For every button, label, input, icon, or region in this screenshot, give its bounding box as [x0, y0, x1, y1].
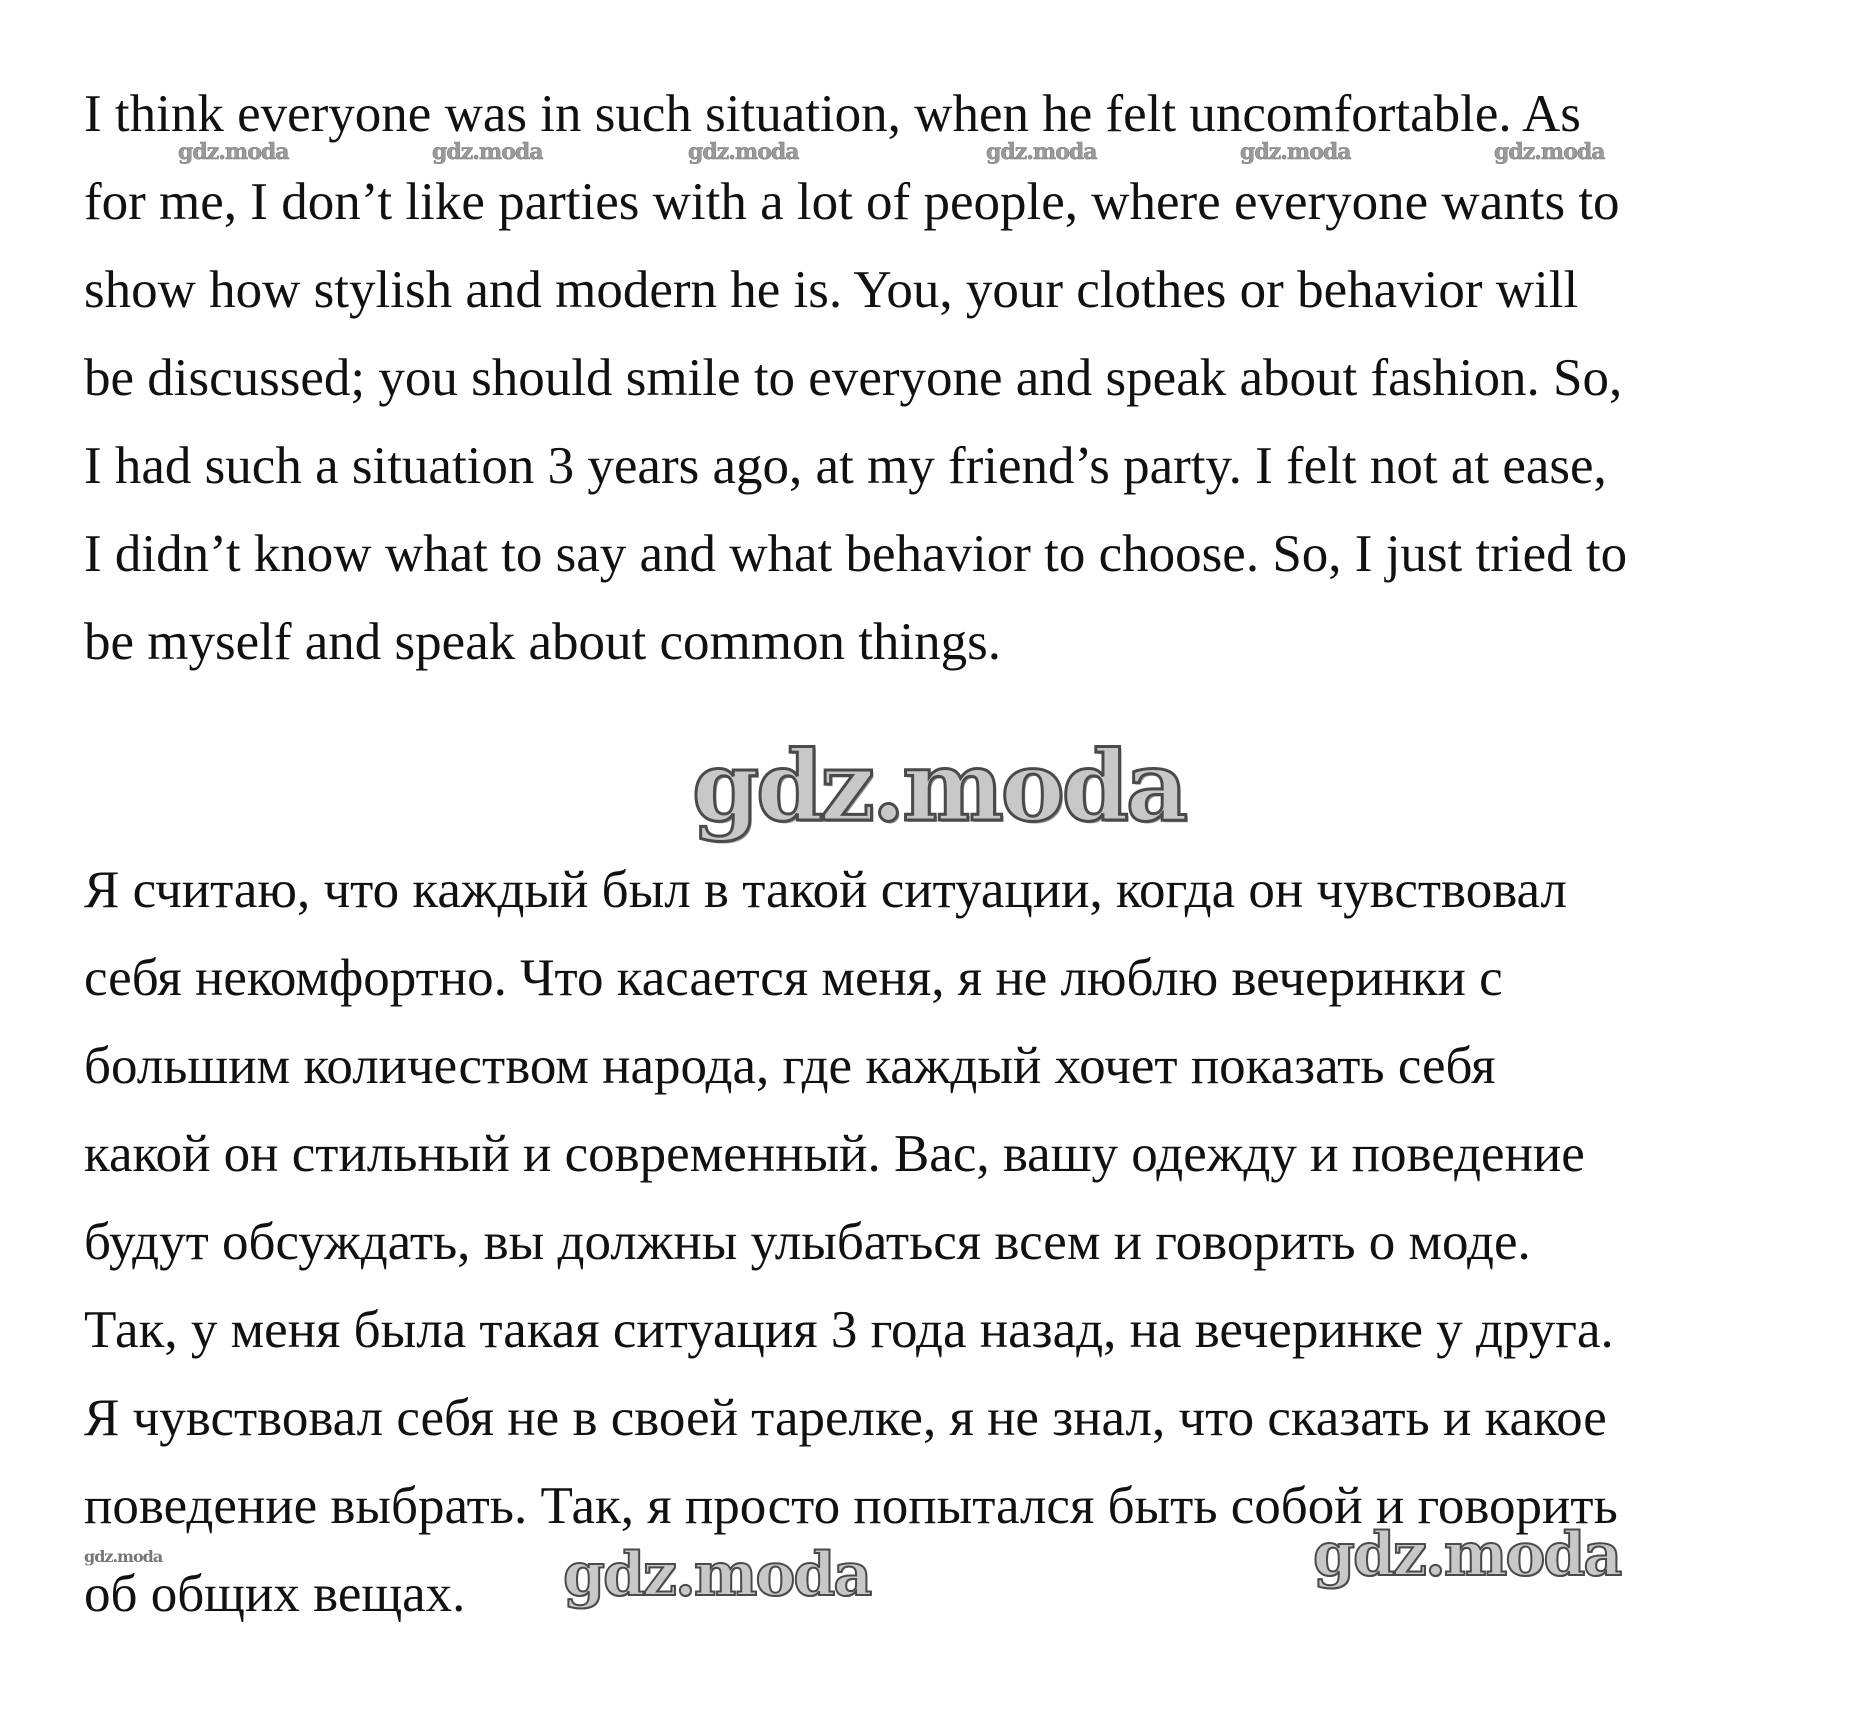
russian-paragraph [84, 846, 1804, 1638]
watermark-tiny: gdz.moda [84, 1547, 163, 1566]
russian-line: об общих вещах. [84, 1565, 466, 1623]
russian-line: какой он стильный и современный. Вас, вашу одежду и поведение [84, 1125, 1585, 1183]
russian-line: Я чувствовал себя не в своей тарелке, я не знал, что сказать и какое [84, 1389, 1607, 1447]
watermark-small: gdz.moda [1494, 139, 1605, 165]
watermark-large: gdz.moda [692, 730, 1186, 843]
russian-line: большим количеством народа, где каждый хочет показать себя [84, 1037, 1496, 1095]
russian-line: будут обсуждать, вы должны улыбаться всем и говорить о моде. [84, 1213, 1531, 1271]
english-line: I think everyone was in such situation, when he felt uncomfortable. As [84, 85, 1581, 143]
russian-line: поведение выбрать. Так, я просто попытался быть собой и говорить [84, 1477, 1618, 1535]
russian-line: себя некомфортно. Что касается меня, я не люблю вечеринки с [84, 949, 1503, 1007]
english-line: be myself and speak about common things. [84, 613, 1002, 671]
watermark-small: gdz.moda [1240, 139, 1351, 165]
english-line: be discussed; you should smile to everyone and speak about fashion. So, [84, 349, 1623, 407]
english-line: show how stylish and modern he is. You, your clothes or behavior will [84, 261, 1579, 319]
watermark-medium: gdz.moda [1313, 1520, 1621, 1590]
english-line: I didn’t know what to say and what behavior to choose. So, I just tried to [84, 525, 1628, 583]
russian-line: Я считаю, что каждый был в такой ситуации, когда он чувствовал [84, 861, 1567, 919]
watermark-medium: gdz.moda [563, 1540, 871, 1610]
russian-line: Так, у меня была такая ситуация 3 года назад, на вечеринке у друга. [84, 1301, 1614, 1359]
watermark-small: gdz.moda [178, 139, 289, 165]
watermark-small: gdz.moda [986, 139, 1097, 165]
watermark-small: gdz.moda [432, 139, 543, 165]
english-line: I had such a situation 3 years ago, at my friend’s party. I felt not at ease, [84, 437, 1607, 495]
english-paragraph [84, 70, 1804, 686]
watermark-small: gdz.moda [688, 139, 799, 165]
english-line: for me, I don’t like parties with a lot of people, where everyone wants to [84, 173, 1620, 231]
